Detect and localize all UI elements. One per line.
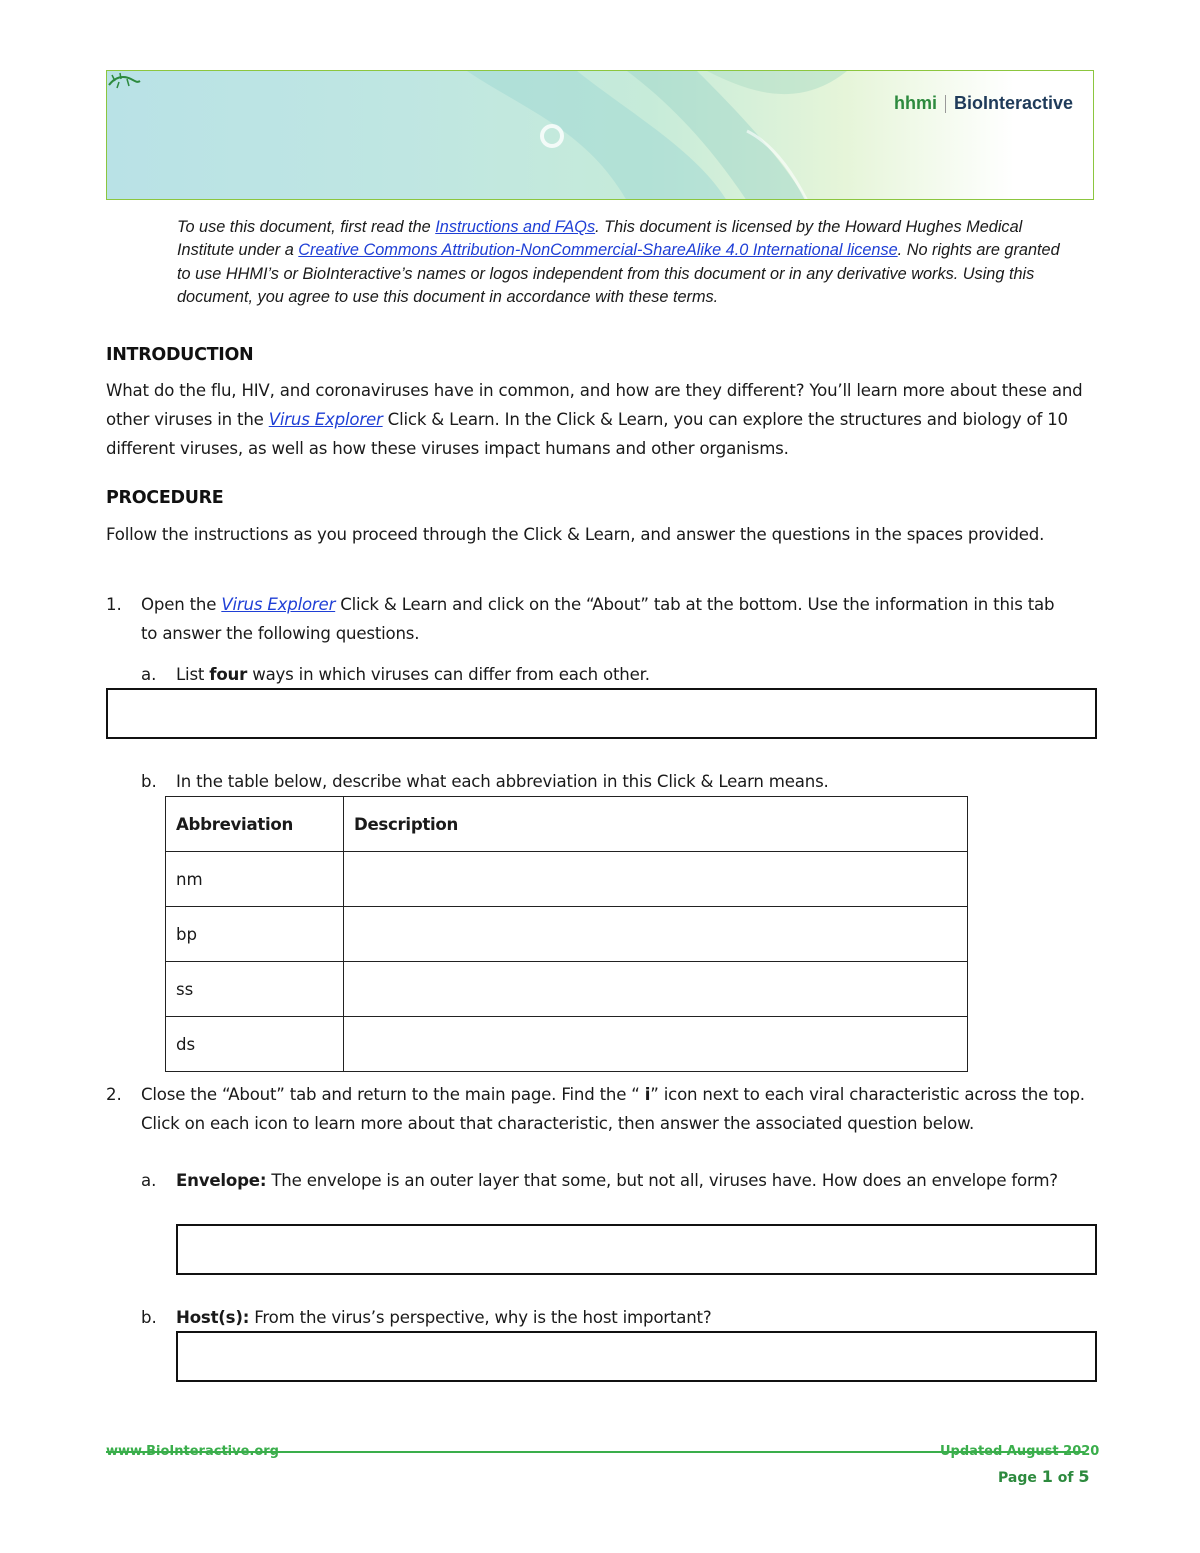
page-prefix: Page	[998, 1470, 1042, 1486]
table-header-row	[166, 797, 968, 852]
q2a-answer-box[interactable]	[176, 1224, 1097, 1275]
page-current: 1	[1041, 1467, 1053, 1486]
introduction-heading: INTRODUCTION	[106, 345, 254, 365]
table-row	[166, 907, 968, 962]
q2a-text	[176, 1166, 1076, 1195]
q1a-bold: four	[209, 665, 248, 684]
lizard-icon	[107, 71, 141, 91]
description-cell[interactable]	[344, 1017, 968, 1072]
question-1-number: 1.	[106, 595, 122, 614]
description-cell[interactable]	[344, 852, 968, 907]
footer-updated: Updated August 2020	[940, 1444, 1100, 1459]
q2a-bold: Envelope:	[176, 1171, 267, 1190]
hhmi-biointeractive-logo	[894, 93, 1073, 114]
procedure-text: Follow the instructions as you proceed through the Click & Learn, and answer the questions in the spaces provided.	[106, 525, 1045, 544]
q1a-text-1: List	[176, 665, 210, 684]
q1-text-2: Click & Learn and click on the “About” tab at the bottom. Use the information in this tab to answer the following questions.	[141, 595, 1055, 643]
question-1-text	[141, 590, 1071, 648]
q1a-label: a.	[141, 665, 157, 684]
license-text-2: . This document is licensed by the Howard Hughes Medical Institute under a	[177, 218, 1023, 260]
banner-decoration	[107, 71, 1094, 200]
abbreviation-header: Abbreviation	[166, 797, 344, 852]
q2b-text-body: From the virus’s perspective, why is the host important?	[249, 1308, 712, 1327]
logo-separator	[945, 95, 946, 113]
description-header: Description	[344, 797, 968, 852]
q1a-answer-box[interactable]	[106, 688, 1097, 739]
q2-text-2: ” icon next to each viral characteristic across the top. Click on each icon to learn more about that characteristic, then answer the associated question below.	[141, 1085, 1085, 1133]
footer-website[interactable]: www.BioInteractive.org	[106, 1444, 279, 1459]
license-text-3: . No rights are granted to use HHMI’s or BioInteractive’s names or logos independent from this document or in any derivative works. Using this document, you agree to use this document in accordance with these terms.	[177, 241, 1060, 306]
instructions-faqs-link[interactable]: Instructions and FAQs	[435, 218, 596, 236]
table-row	[166, 962, 968, 1017]
page-number	[998, 1467, 1089, 1486]
q2a-text-body: The envelope is an outer layer that some, but not all, viruses have. How does an envelope form?	[266, 1171, 1058, 1190]
license-text-1: To use this document, first read the	[177, 218, 436, 236]
header-banner	[106, 70, 1094, 200]
abbreviation-cell: nm	[166, 852, 344, 907]
creative-commons-link[interactable]: Creative Commons Attribution-NonCommercial-ShareAlike 4.0 International license	[298, 241, 898, 260]
intro-text-1: What do the flu, HIV, and coronaviruses have in common, and how are they different? You’ll learn more about these and other viruses in the	[106, 381, 1083, 429]
question-2-number: 2.	[106, 1085, 122, 1104]
virus-explorer-link-q1[interactable]: Virus Explorer	[221, 595, 336, 614]
q2b-label: b.	[141, 1308, 157, 1327]
table-row	[166, 852, 968, 907]
abbreviation-cell: ds	[166, 1017, 344, 1072]
introduction-text	[106, 376, 1086, 463]
info-icon: i	[644, 1085, 651, 1104]
logo-hhmi: hhmi	[893, 93, 937, 113]
intro-text-2: Click & Learn. In the Click & Learn, you can explore the structures and biology of 10 different viruses, as well as how these viruses impact humans and other organisms.	[106, 410, 1068, 458]
q1-text-1: Open the	[141, 595, 222, 614]
page-of: of	[1052, 1470, 1079, 1486]
page-total: 5	[1078, 1467, 1090, 1486]
q2b-answer-box[interactable]	[176, 1331, 1097, 1382]
q1b-text: In the table below, describe what each abbreviation in this Click & Learn means.	[176, 772, 829, 791]
question-2-text	[141, 1080, 1091, 1138]
q2b-text	[176, 1303, 1076, 1332]
q2a-label: a.	[141, 1171, 157, 1190]
description-cell[interactable]	[344, 907, 968, 962]
q1a-text-2: ways in which viruses can differ from each other.	[247, 665, 650, 684]
q2-text-1: Close the “About” tab and return to the main page. Find the “	[141, 1085, 645, 1104]
table-row	[166, 1017, 968, 1072]
virus-explorer-link-intro[interactable]: Virus Explorer	[268, 410, 383, 429]
abbreviation-cell: bp	[166, 907, 344, 962]
license-notice	[177, 216, 1077, 309]
q1a-text	[176, 660, 650, 689]
abbreviation-cell: ss	[166, 962, 344, 1017]
q1b-label: b.	[141, 772, 157, 791]
q2b-bold: Host(s):	[176, 1308, 250, 1327]
abbreviation-table	[165, 796, 968, 1072]
logo-biointeractive: BioInteractive	[953, 93, 1073, 113]
procedure-heading: PROCEDURE	[106, 488, 224, 508]
description-cell[interactable]	[344, 962, 968, 1017]
